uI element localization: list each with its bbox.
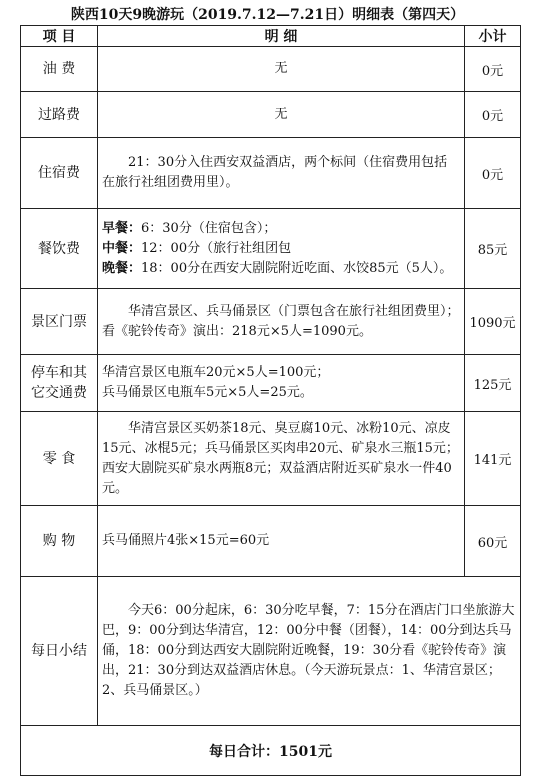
expense-table — [20, 25, 521, 776]
row-tickets-label: 景区门票 — [21, 289, 98, 355]
breakfast-line — [102, 219, 460, 239]
row-fuel-label: 油 费 — [21, 47, 98, 92]
row-food-label: 餐饮费 — [21, 209, 98, 289]
row-lodging — [21, 138, 521, 209]
row-shopping-amount: 60元 — [465, 506, 521, 577]
row-food-detail — [98, 209, 465, 289]
row-toll — [21, 92, 521, 138]
dinner-text: 18：00分在西安大剧院附近吃面、水饺85元（5人）。 — [141, 260, 453, 276]
row-lodging-label: 住宿费 — [21, 138, 98, 209]
row-transport-label — [21, 355, 98, 412]
row-food — [21, 209, 521, 289]
row-shopping — [21, 506, 521, 577]
daily-total: 每日合计：1501元 — [21, 726, 521, 776]
row-lodging-amount: 0元 — [465, 138, 521, 209]
lunch-line — [102, 239, 460, 259]
dinner-line — [102, 259, 460, 279]
row-tickets-detail: 华清宫景区、兵马俑景区（门票包含在旅行社组团费里）；看《驼铃传奇》演出：218元×5人=1090元。 — [98, 289, 465, 355]
row-toll-label: 过路费 — [21, 92, 98, 138]
row-transport-detail — [98, 355, 465, 412]
row-toll-detail: 无 — [98, 92, 465, 138]
row-snacks — [21, 412, 521, 506]
row-food-amount: 85元 — [465, 209, 521, 289]
row-toll-amount: 0元 — [465, 92, 521, 138]
document-title: 陕西10天9晚游玩（2019.7.12—7.21日）明细表（第四天） — [70, 7, 465, 23]
row-lodging-detail: 21：30分入住西安双益酒店，两个标间（住宿费用包括在旅行社组团费用里）。 — [98, 138, 465, 209]
row-shopping-label: 购 物 — [21, 506, 98, 577]
transport-label-line1: 停车和其 — [31, 365, 87, 381]
row-snacks-detail: 华清宫景区买奶茶18元、臭豆腐10元、冰粉10元、凉皮15元、冰棍5元；兵马俑景区买肉串20元、矿泉水三瓶15元；西安大剧院买矿泉水两瓶8元；双益酒店附近买矿泉水一件40元。 — [98, 412, 465, 506]
transport-line2: 兵马俑景区电瓶车5元×5人=25元。 — [102, 385, 313, 400]
header-subtotal: 小计 — [465, 26, 521, 47]
row-snacks-label: 零 食 — [21, 412, 98, 506]
lunch-label: 中餐： — [102, 240, 142, 256]
header-item: 项 目 — [21, 26, 98, 47]
breakfast-text: 6：30分（住宿包含）； — [141, 220, 277, 236]
transport-line1: 华清宫景区电瓶车20元×5人=100元； — [102, 365, 330, 380]
row-summary-label: 每日小结 — [21, 577, 98, 726]
row-fuel-detail: 无 — [98, 47, 465, 92]
row-transport-amount: 125元 — [465, 355, 521, 412]
row-transport — [21, 355, 521, 412]
table-header-row — [21, 26, 521, 47]
row-fuel — [21, 47, 521, 92]
row-summary — [21, 577, 521, 726]
row-snacks-amount: 141元 — [465, 412, 521, 506]
row-tickets-amount: 1090元 — [465, 289, 521, 355]
dinner-label: 晚餐： — [102, 260, 142, 276]
row-total — [21, 726, 521, 776]
row-summary-detail: 今天6：00分起床，6：30分吃早餐，7：15分在酒店门口坐旅游大巴，9：00分到达华清宫，12：00分中餐（团餐），14：00分到达兵马俑，18：00分到达西安大剧院附近晚餐，19：30分看《驼铃传奇》演出，21：30分到达双益酒店休息。（今天游玩景点：1、华清宫景区；2、兵马俑景区。） — [98, 577, 521, 726]
row-shopping-detail: 兵马俑照片4张×15元=60元 — [98, 506, 465, 577]
row-tickets — [21, 289, 521, 355]
row-fuel-amount: 0元 — [465, 47, 521, 92]
transport-label-line2: 它交通费 — [31, 385, 87, 401]
breakfast-label: 早餐： — [102, 220, 142, 236]
lunch-text: 12：00分（旅行社组团包 — [141, 240, 292, 256]
header-detail: 明 细 — [98, 26, 465, 47]
